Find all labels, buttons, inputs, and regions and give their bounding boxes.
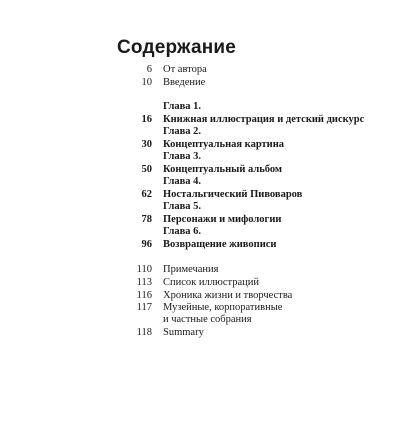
toc-entry-title: Примечания	[163, 264, 219, 275]
chapter-label: Глава 2.	[163, 126, 202, 137]
toc-page-number: 78	[141, 214, 152, 225]
toc-page-number: 50	[141, 164, 152, 175]
toc-page-number: 118	[136, 327, 152, 338]
toc-page-number: 110	[136, 264, 152, 275]
toc-page-number: 10	[141, 77, 152, 88]
chapter-label: Глава 3.	[163, 151, 202, 162]
toc-entry-title: Хроника жизни и творчества	[163, 290, 293, 301]
toc-entry-title: Возвращение живописи	[163, 239, 277, 250]
toc-entry-title: Музейные, корпоративные	[163, 302, 283, 313]
chapter-label: Глава 4.	[163, 176, 202, 187]
toc-entry-title: Ностальгический Пивоваров	[163, 189, 303, 200]
toc-entry-title: От автора	[163, 64, 207, 75]
toc-entry-title: Список иллюстраций	[163, 277, 259, 288]
chapter-label: Глава 1.	[163, 101, 202, 112]
toc-page-number: 113	[136, 277, 152, 288]
toc-page-number: 117	[136, 302, 152, 313]
chapter-label: Глава 6.	[163, 226, 202, 237]
toc-page-number: 30	[141, 139, 152, 150]
toc-entry-title: Summary	[163, 327, 204, 338]
toc-entry-title: Введение	[163, 77, 206, 88]
toc-entry-title: Концептуальная картина	[163, 139, 285, 150]
toc-page-number: 6	[146, 64, 152, 75]
page-title: Содержание	[117, 37, 237, 58]
toc-page-number: 116	[136, 290, 152, 301]
toc-entry-title: Книжная иллюстрация и детский дискурс	[163, 114, 365, 125]
toc-entry-title-continuation: и частные собрания	[163, 314, 252, 325]
toc-page-number: 62	[141, 189, 152, 200]
toc-entry-title: Концептуальный альбом	[163, 164, 283, 175]
toc-page-number: 96	[141, 239, 152, 250]
toc-entry-title: Персонажи и мифологии	[163, 214, 282, 225]
chapter-label: Глава 5.	[163, 201, 202, 212]
toc-page-number: 16	[141, 114, 152, 125]
